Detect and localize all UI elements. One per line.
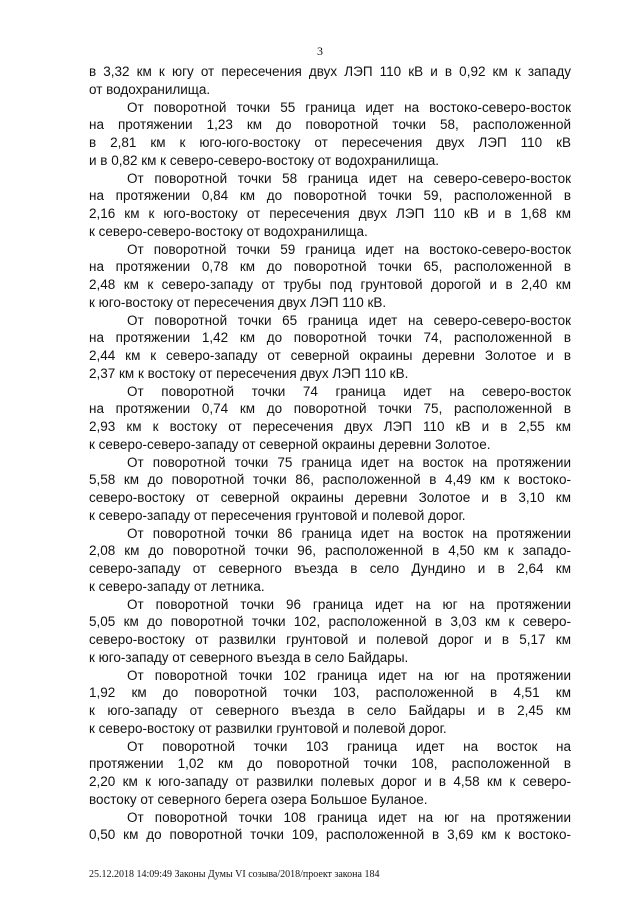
text-line: на протяжении 1,42 км до поворотной точки 74, расположенной в — [89, 330, 571, 346]
text-line: 2,93 км к востоку от пересечения двух ЛЭП 110 кВ и в 2,55 км — [89, 419, 571, 434]
text-line: в 2,81 км к юго-юго-востоку от пересечения двух ЛЭП 110 кВ — [89, 135, 571, 150]
text-line: к юго-западу от северного въезда в село Байдары. — [89, 649, 409, 665]
text-line: От поворотной точки 96 граница идет на юг на протяжении — [127, 596, 571, 612]
text-line: 5,05 км до поворотной точки 102, расположенной в 3,03 км к северо- — [89, 614, 571, 630]
text-line: к юго-западу от северного въезда в село Байдары и в 2,45 км — [89, 703, 571, 718]
paragraph — [89, 241, 571, 312]
text-line: 5,58 км до поворотной точки 86, расположенной в 4,49 км к востоко- — [89, 472, 571, 488]
text-line: от водохранилища. — [89, 81, 211, 97]
text-line: 2,37 км к востоку от пересечения двух ЛЭП 110 кВ. — [89, 365, 409, 381]
text-line: к юго-востоку от пересечения двух ЛЭП 110 кВ. — [89, 294, 387, 310]
page-number: 3 — [317, 44, 323, 58]
paragraph — [89, 667, 571, 738]
text-line: северо-западу от северного въезда в село Дундино и в 2,64 км — [89, 561, 571, 576]
text-line: к северо-западу от пересечения грунтовой и полевой дорог. — [89, 507, 466, 523]
document-body — [89, 63, 571, 844]
text-line: От поворотной точки 65 граница идет на северо-северо-восток — [127, 312, 571, 328]
text-line: северо-востоку от северной окраины деревни Золотое и в 3,10 км — [89, 490, 571, 505]
text-line: востоку от северного берега озера Большое Буланое. — [89, 791, 428, 807]
text-line: на протяжении 0,78 км до поворотной точки 65, расположенной в — [89, 259, 571, 275]
text-line: к северо-северо-западу от северной окраины деревни Золотое. — [89, 436, 491, 452]
paragraph — [89, 454, 571, 525]
text-line: в 3,32 км к югу от пересечения двух ЛЭП 110 кВ и в 0,92 км к западу — [89, 64, 571, 79]
text-line: 2,08 км до поворотной точки 96, расположенной в 4,50 км к западо- — [89, 543, 571, 559]
text-line: на протяжении 0,74 км до поворотной точки 75, расположенной в — [89, 401, 571, 417]
text-line: 2,48 км к северо-западу от трубы под грунтовой дорогой и в 2,40 км — [89, 277, 571, 292]
paragraph — [89, 312, 571, 383]
text-line: От поворотной точки 59 граница идет на востоко-северо-восток — [127, 241, 571, 257]
text-line: 2,16 км к юго-востоку от пересечения двух ЛЭП 110 кВ и в 1,68 км — [89, 206, 571, 221]
text-line: к северо-северо-востоку от водохранилища. — [89, 223, 368, 239]
text-line: на протяжении 0,84 км до поворотной точки 59, расположенной в — [89, 188, 571, 204]
text-line: 0,50 км до поворотной точки 109, расположенной в 3,69 км к востоко- — [89, 827, 571, 843]
paragraph — [89, 63, 571, 99]
paragraph — [89, 99, 571, 170]
text-line: От поворотной точки 108 граница идет на юг на протяжении — [127, 809, 571, 825]
paragraph — [89, 738, 571, 809]
text-line: к северо-востоку от развилки грунтовой и полевой дорог. — [89, 720, 447, 736]
footer-stamp: 25.12.2018 14:09:49 Законы Думы VI созыва/2018/проект закона 184 — [89, 869, 380, 880]
text-line: От поворотной точки 55 граница идет на востоко-северо-восток — [127, 99, 571, 115]
text-line: к северо-западу от летника. — [89, 578, 265, 594]
text-line: 1,92 км до поворотной точки 103, расположенной в 4,51 км — [89, 685, 571, 701]
text-line: От поворотной точки 58 граница идет на северо-северо-восток — [127, 170, 571, 186]
text-line: От поворотной точки 75 граница идет на восток на протяжении — [127, 454, 571, 470]
text-line: протяжении 1,02 км до поворотной точки 108, расположенной в — [89, 756, 571, 772]
paragraph — [89, 170, 571, 241]
paragraph — [89, 596, 571, 667]
paragraph — [89, 383, 571, 454]
text-line: и в 0,82 км к северо-северо-востоку от водохранилища. — [89, 152, 439, 168]
text-line: 2,20 км к юго-западу от развилки полевых дорог и в 4,58 км к северо- — [89, 774, 571, 789]
text-line: От поворотной точки 102 граница идет на юг на протяжении — [127, 667, 571, 683]
text-line: на протяжении 1,23 км до поворотной точки 58, расположенной — [89, 117, 571, 133]
text-line: От поворотной точки 74 граница идет на северо-восток — [127, 383, 571, 399]
text-line: 2,44 км к северо-западу от северной окраины деревни Золотое и в — [89, 348, 571, 363]
text-line: северо-востоку от развилки грунтовой и полевой дорог и в 5,17 км — [89, 632, 571, 647]
text-line: От поворотной точки 86 граница идет на восток на протяжении — [127, 525, 571, 541]
text-line: От поворотной точки 103 граница идет на восток на — [127, 738, 571, 754]
paragraph — [89, 809, 571, 845]
paragraph — [89, 525, 571, 596]
